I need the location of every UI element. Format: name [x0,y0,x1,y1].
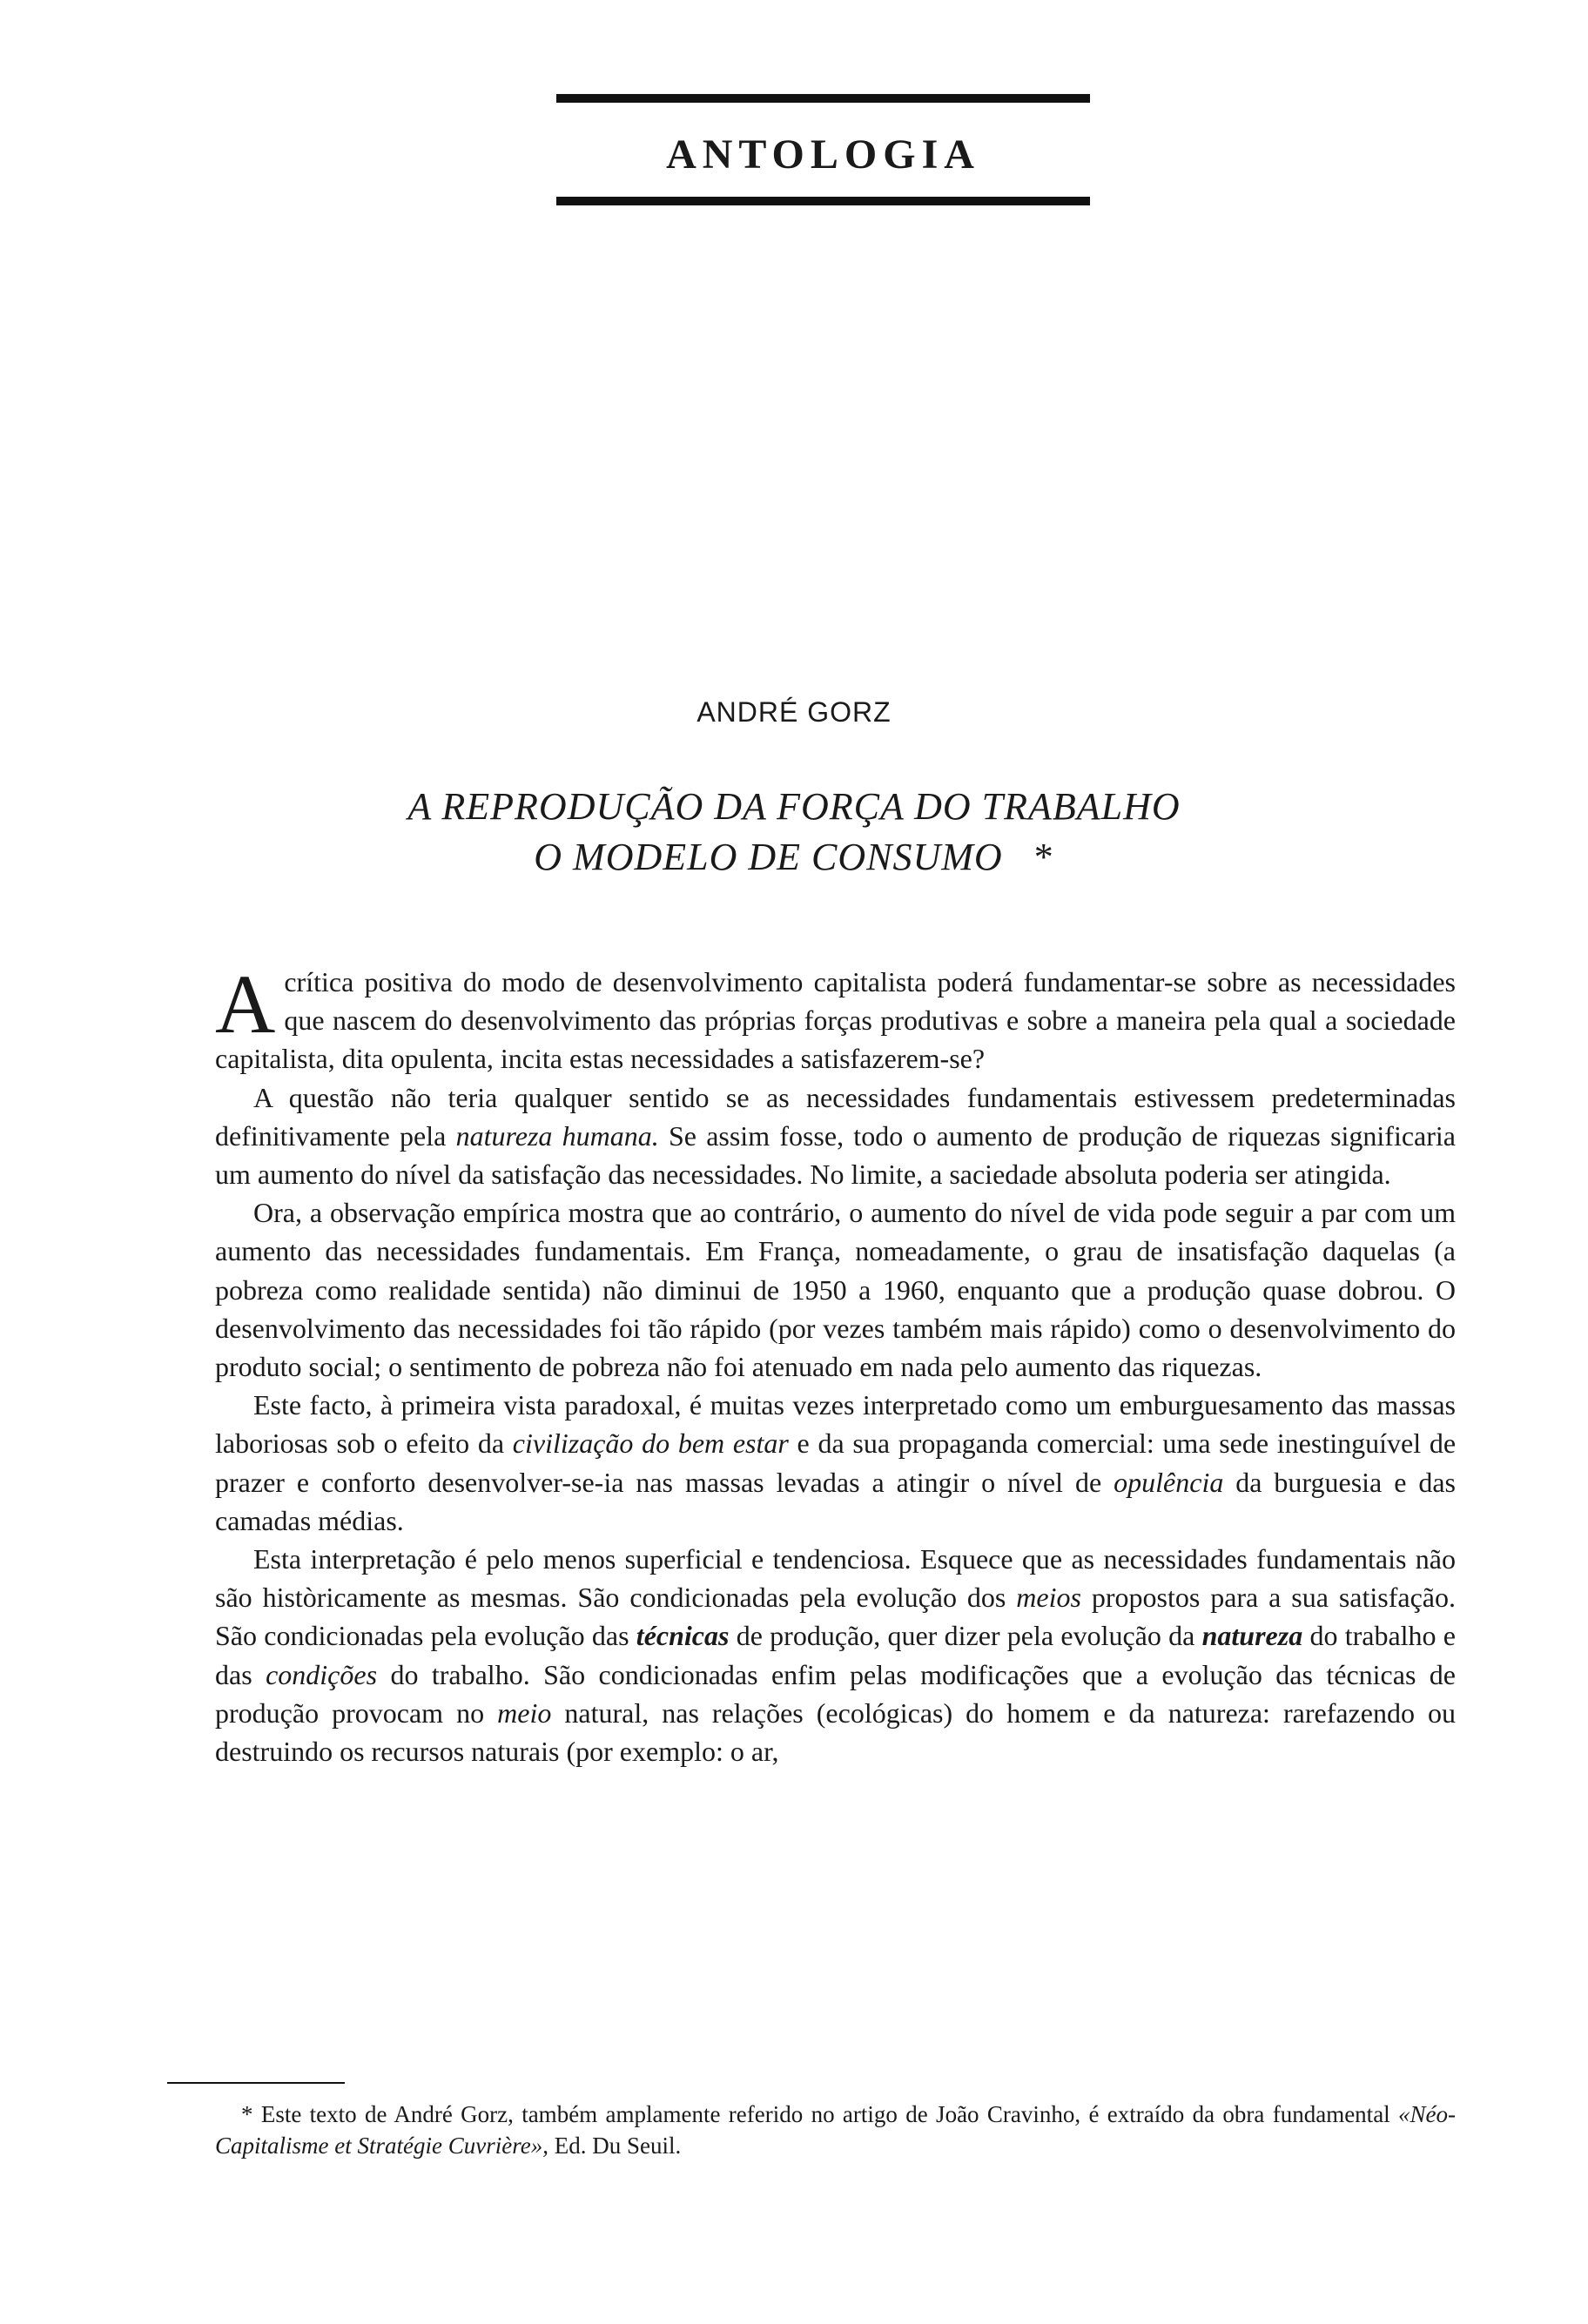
footnote-book-title: «Néo-Capitalisme et Stratégie Cuvrière», [215,2101,1456,2159]
paragraph-2-emphasis: natureza humana. [455,1119,659,1152]
footnote-text-a: Este texto de André Gorz, também amplamente referido no artigo de João Cravinho, é extraído da obra fundamental [252,2101,1399,2127]
paragraph-5-text-f: natural, nas relações (ecológicas) do homem e da natureza: rarefazendo ou destruindo os recursos naturais (por exemplo: o ar, [215,1696,1457,1768]
paragraph-1-text: crítica positiva do modo de desenvolvimento capitalista poderá fundamentar-se sobre as necessidades que nascem do desenvolvimento das próprias forças produtivas e sobre a maneira pela qual a sociedade capitalista, dita opulenta, incita estas necessidades a satisfazerem-se? [215,966,1456,1075]
paragraph-5-emphasis-5: meio [497,1696,552,1729]
paragraph-4-text-c: da burguesia e das camadas médias. [215,1466,1457,1536]
paragraph-1 [215,957,1456,1078]
paragraph-5-emphasis-2: técnicas [636,1620,730,1652]
footnote-rule [167,2082,345,2084]
article-author: ANDRÉ GORZ [696,696,892,728]
article-title-line-2-text: O MODELO DE CONSUMO [534,836,1003,878]
header-rule-top [556,94,1090,103]
footnote-paragraph [215,2099,1456,2161]
paragraph-4-text-b: e da sua propaganda comercial: uma sede inestinguível de prazer e conforto desenvolver-se-ia nas massas levadas a atingir o nível de [215,1427,1457,1498]
paragraph-2-text-b: Se assim fosse, todo o aumento de produção de riquezas significaria um aumento do nível da satisfação das necessidades. No limite, a saciedade absoluta poderia ser atingida. [215,1119,1457,1191]
paragraph-5 [215,1540,1456,1770]
paragraph-5-text-a: Esta interpretação é pelo menos superficial e tendenciosa. Esquece que as necessidades fundamentais não são històricamente as mesmas. São condicionadas pela evolução dos [215,1543,1456,1614]
paragraph-4-emphasis-2: opulência [1114,1466,1224,1498]
paragraph-2-text-a: A questão não teria qualquer sentido se as necessidades fundamentais estivessem predeterminadas definitivamente pela [215,1081,1456,1152]
paragraph-5-emphasis-4: condições [266,1658,378,1690]
footnote [215,2099,1456,2161]
paragraph-5-text-d: do trabalho e das [215,1620,1457,1690]
drop-cap: A [215,957,276,1051]
paragraph-5-text-c: de produção, quer dizer pela evolução da [729,1620,1202,1652]
article-title-line-1: A REPRODUÇÃO DA FORÇA DO TRABALHO [407,785,1181,828]
paragraph-5-emphasis-1: meios [1016,1582,1081,1614]
paragraph-3: Ora, a observação empírica mostra que ao contrário, o aumento do nível de vida pode seguir a par com um aumento das necessidades fundamentais. Em França, nomeadamente, o grau de insatisfação daquelas (a pobreza como realidade sentida) não diminui de 1950 a 1960, enquanto que a produção quase dobrou. O desenvolvimento das necessidades foi tão rápido (por vezes também mais rápido) como o desenvolvimento do produto social; o sentimento de pobreza não foi atenuado em nada pelo aumento das riquezas. [215,1197,1456,1383]
paragraph-5-emphasis-3: natureza [1201,1620,1303,1652]
paragraph-5-text-e: do trabalho. São condicionadas enfim pelas modificações que a evolução das técnicas de produção provocam no [215,1658,1457,1729]
article-body [215,957,1457,1770]
article-title [0,782,1588,883]
paragraph-2 [215,1078,1456,1194]
header-rule-bottom [556,197,1090,205]
title-footnote-marker: * [1033,836,1054,878]
footnote-text-b: Ed. Du Seuil. [548,2133,682,2159]
paragraph-4-text-a: Este facto, à primeira vista paradoxal, é muitas vezes interpretado como um emburguesamento das massas laboriosas sob o efeito da [215,1389,1456,1460]
paragraph-4 [215,1386,1456,1540]
footnote-marker: * [241,2101,253,2127]
paragraph-4-emphasis-1: civilização do bem estar [512,1427,789,1460]
article-title-line-2 [0,832,1588,883]
paragraph-5-text-b: propostos para a sua satisfação. São condicionadas pela evolução das [215,1582,1457,1652]
section-title: ANTOLOGIA [666,131,980,178]
